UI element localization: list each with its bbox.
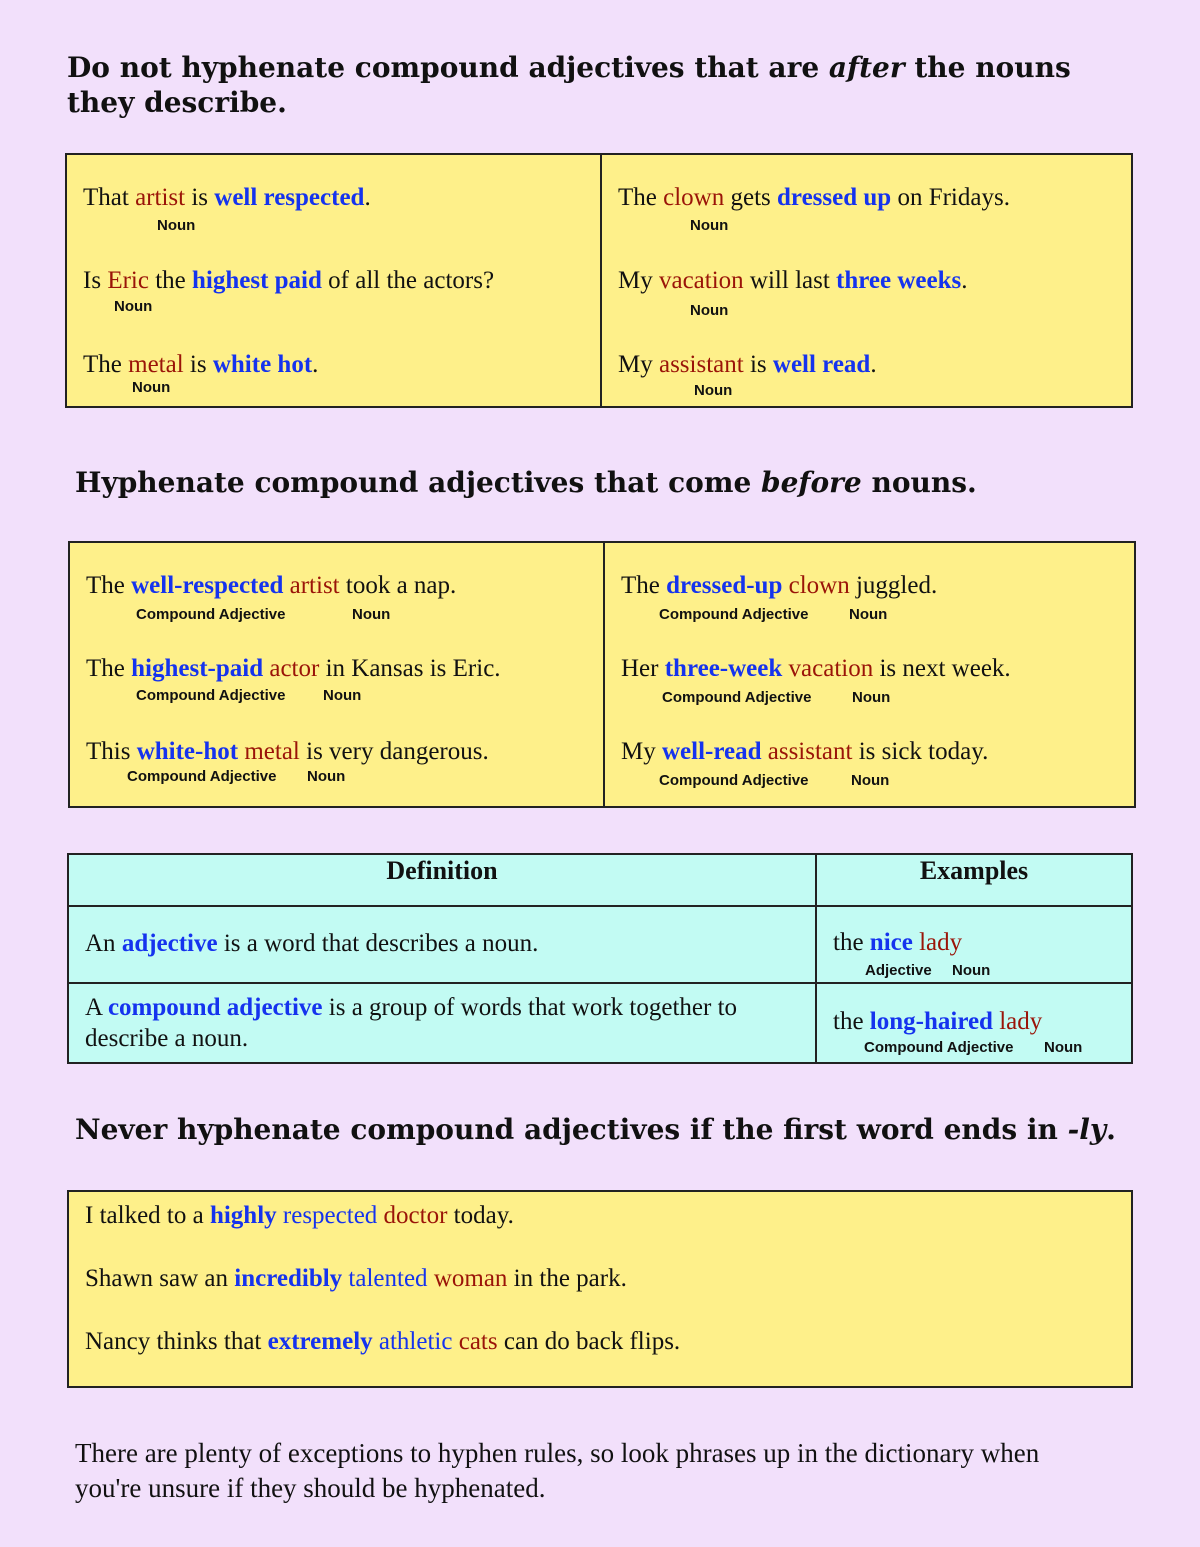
noun-label: Noun <box>694 382 733 399</box>
header-examples: Examples <box>816 854 1132 906</box>
example-sentence: Her three-week vacation is next week. <box>621 655 1011 682</box>
example-sentence: The well-respected artist took a nap. <box>86 572 457 599</box>
noun-label: Noun <box>849 606 888 623</box>
example-sentence: That artist is well respected. <box>83 184 371 211</box>
adjective-label: Adjective <box>865 962 932 979</box>
example-sentence: The metal is white hot. <box>83 351 319 378</box>
noun-label: Noun <box>1044 1039 1083 1056</box>
noun-label: Noun <box>307 768 346 785</box>
example-sentence: Nancy thinks that extremely athletic cats can do back flips. <box>85 1328 681 1355</box>
example-phrase: the long-haired lady <box>833 1008 1043 1035</box>
compound-adjective-label: Compound Adjective <box>136 687 286 704</box>
section2-heading: Hyphenate compound adjectives that come before nouns. <box>75 466 977 499</box>
example-sentence: Is Eric the highest paid of all the actors? <box>83 267 495 294</box>
ly-adverb-examples-box <box>67 1190 1133 1388</box>
noun-label: Noun <box>690 217 729 234</box>
noun-label: Noun <box>323 687 362 704</box>
noun-label: Noun <box>132 379 171 396</box>
example-sentence: The highest-paid actor in Kansas is Eric. <box>86 655 501 682</box>
example-sentence: My vacation will last three weeks. <box>618 267 968 294</box>
noun-label: Noun <box>157 217 196 234</box>
footer-note: There are plenty of exceptions to hyphen rules, so look phrases up in the dictionary when you're unsure if they should be hyphenated. <box>75 1438 1040 1503</box>
noun-label: Noun <box>690 302 729 319</box>
right-column <box>603 543 1134 806</box>
definition-cell: A compound adjective is a group of words that work together to describe a noun. <box>68 983 816 1063</box>
example-sentence: I talked to a highly respected doctor today. <box>85 1202 514 1229</box>
example-phrase: the nice lady <box>833 929 963 956</box>
noun-label: Noun <box>852 689 891 706</box>
example-sentence: My assistant is well read. <box>618 351 877 378</box>
example-cell <box>816 906 1132 983</box>
section1-heading: Do not hyphenate compound adjectives that are after the nouns they describe. <box>67 51 1071 119</box>
header-definition: Definition <box>68 854 816 906</box>
section3-heading: Never hyphenate compound adjectives if the first word ends in -ly. <box>75 1113 1116 1146</box>
definition-cell: An adjective is a word that describes a noun. <box>68 906 816 983</box>
right-column <box>600 155 1131 406</box>
example-sentence: My well-read assistant is sick today. <box>621 738 989 765</box>
before-noun-examples-box <box>68 541 1136 808</box>
compound-adjective-label: Compound Adjective <box>864 1039 1014 1056</box>
after-noun-examples-box <box>65 153 1133 408</box>
example-sentence: Shawn saw an incredibly talented woman in the park. <box>85 1265 627 1292</box>
definitions-table <box>67 853 1133 1064</box>
left-column <box>70 543 603 806</box>
left-column <box>67 155 600 406</box>
example-cell <box>816 983 1132 1063</box>
example-sentence: The dressed-up clown juggled. <box>621 572 938 599</box>
noun-label: Noun <box>851 772 890 789</box>
compound-adjective-label: Compound Adjective <box>136 606 286 623</box>
noun-label: Noun <box>352 606 391 623</box>
noun-label: Noun <box>114 298 153 315</box>
example-sentence: The clown gets dressed up on Fridays. <box>618 184 1010 211</box>
compound-adjective-label: Compound Adjective <box>662 689 812 706</box>
noun-label: Noun <box>952 962 991 979</box>
example-sentence: This white-hot metal is very dangerous. <box>86 738 489 765</box>
compound-adjective-label: Compound Adjective <box>659 772 809 789</box>
compound-adjective-label: Compound Adjective <box>659 606 809 623</box>
compound-adjective-label: Compound Adjective <box>127 768 277 785</box>
